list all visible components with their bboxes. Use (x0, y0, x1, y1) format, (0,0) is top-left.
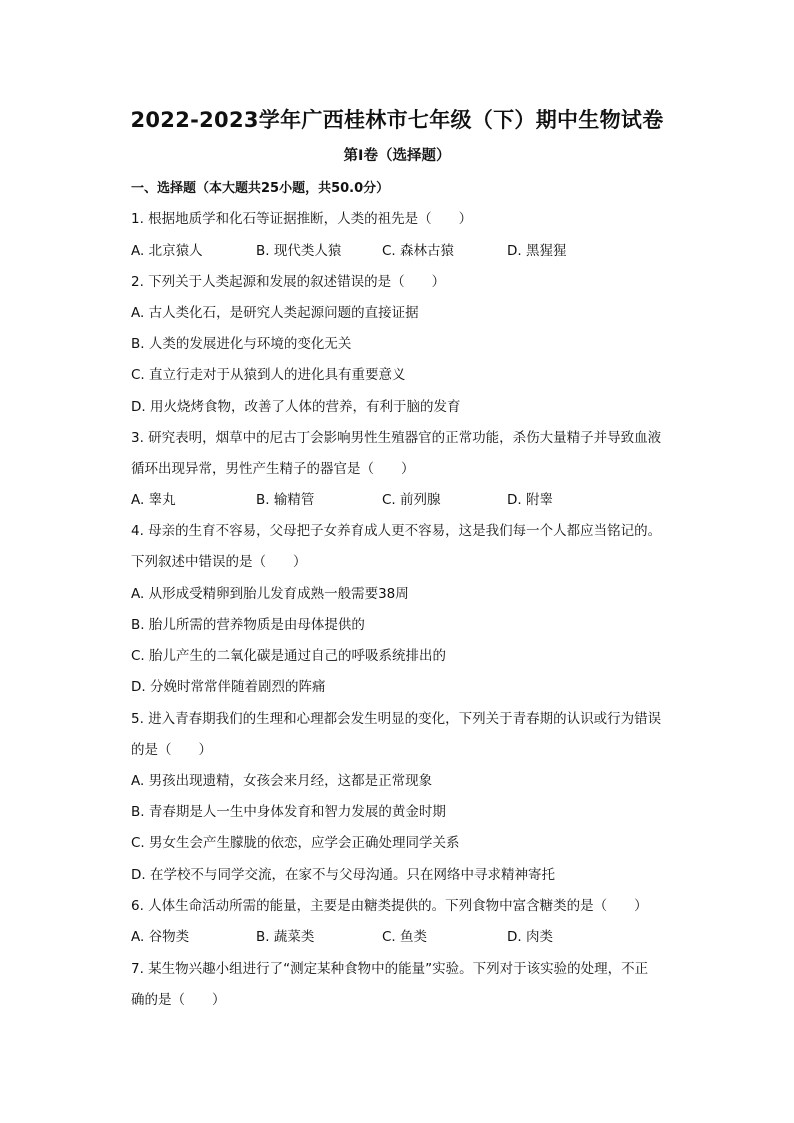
question-5-stem-line2: 的是（ ） (131, 742, 212, 758)
question-4-stem-line2: 下列叙述中错误的是（ ） (131, 554, 307, 570)
question-4-option-d: D. 分娩时常常伴随着剧烈的阵痛 (131, 679, 326, 695)
section-heading: 一、选择题（本大题共25小题，共50.0分） (131, 181, 390, 196)
question-5-option-d: D. 在学校不与同学交流，在家不与父母沟通。只在网络中寻求精神寄托 (131, 867, 555, 883)
question-5-option-b: B. 青春期是人一生中身体发育和智力发展的黄金时期 (131, 804, 446, 820)
question-3-option-b: B. 输精管 (256, 492, 315, 508)
question-3-option-d: D. 附睾 (507, 492, 553, 508)
question-6-option-b: B. 蔬菜类 (256, 929, 315, 945)
question-7-stem-line2: 确的是（ ） (131, 992, 226, 1008)
page-title: 2022-2023学年广西桂林市七年级（下）期中生物试卷 (130, 108, 664, 132)
question-1-option-c: C. 森林古猿 (382, 243, 455, 259)
question-5-option-a: A. 男孩出现遗精，女孩会来月经，这都是正常现象 (131, 773, 433, 789)
question-3-option-c: C. 前列腺 (382, 492, 441, 508)
question-2-option-c: C. 直立行走对于从猿到人的进化具有重要意义 (131, 367, 406, 383)
question-3-option-a: A. 睾丸 (131, 492, 176, 508)
question-4-option-b: B. 胎儿所需的营养物质是由母体提供的 (131, 617, 365, 633)
question-3-stem-line2: 循环出现异常，男性产生精子的器官是（ ） (131, 461, 415, 477)
question-4-option-a: A. 从形成受精卵到胎儿发育成熟一般需要38周 (131, 586, 409, 602)
question-6-stem: 6. 人体生命活动所需的能量，主要是由糖类提供的。下列食物中富含糖类的是（ ） (131, 898, 648, 914)
question-2-option-d: D. 用火烧烤食物，改善了人体的营养，有利于脑的发育 (131, 399, 461, 415)
question-3-stem-line1: 3. 研究表明，烟草中的尼古丁会影响男性生殖器官的正常功能，杀伤大量精子并导致血液 (131, 430, 662, 446)
question-7-stem-line1: 7. 某生物兴趣小组进行了“测定某种食物中的能量”实验。下列对于该实验的处理，不正 (131, 961, 649, 977)
question-5-option-c: C. 男女生会产生朦胧的依恋，应学会正确处理同学关系 (131, 835, 460, 851)
question-6-option-a: A. 谷物类 (131, 929, 190, 945)
question-1-option-d: D. 黑猩猩 (507, 243, 567, 259)
question-4-option-c: C. 胎儿产生的二氧化碳是通过自己的呼吸系统排出的 (131, 648, 447, 664)
question-6-option-c: C. 鱼类 (382, 929, 428, 945)
part-heading: 第I卷（选择题） (343, 148, 451, 164)
question-2-option-a: A. 古人类化石，是研究人类起源问题的直接证据 (131, 305, 419, 321)
question-2-option-b: B. 人类的发展进化与环境的变化无关 (131, 336, 352, 352)
question-1-option-b: B. 现代类人猿 (256, 243, 342, 259)
question-2-stem: 2. 下列关于人类起源和发展的叙述错误的是（ ） (131, 274, 446, 290)
question-1-option-a: A. 北京猿人 (131, 243, 203, 259)
question-6-option-d: D. 肉类 (507, 929, 553, 945)
question-1-stem: 1. 根据地质学和化石等证据推断，人类的祖先是（ ） (131, 211, 473, 227)
question-4-stem-line1: 4. 母亲的生育不容易，父母把子女养育成人更不容易，这是我们每一个人都应当铭记的。 (131, 523, 662, 539)
question-5-stem-line1: 5. 进入青春期我们的生理和心理都会发生明显的变化，下列关于青春期的认识或行为错误 (131, 711, 662, 727)
